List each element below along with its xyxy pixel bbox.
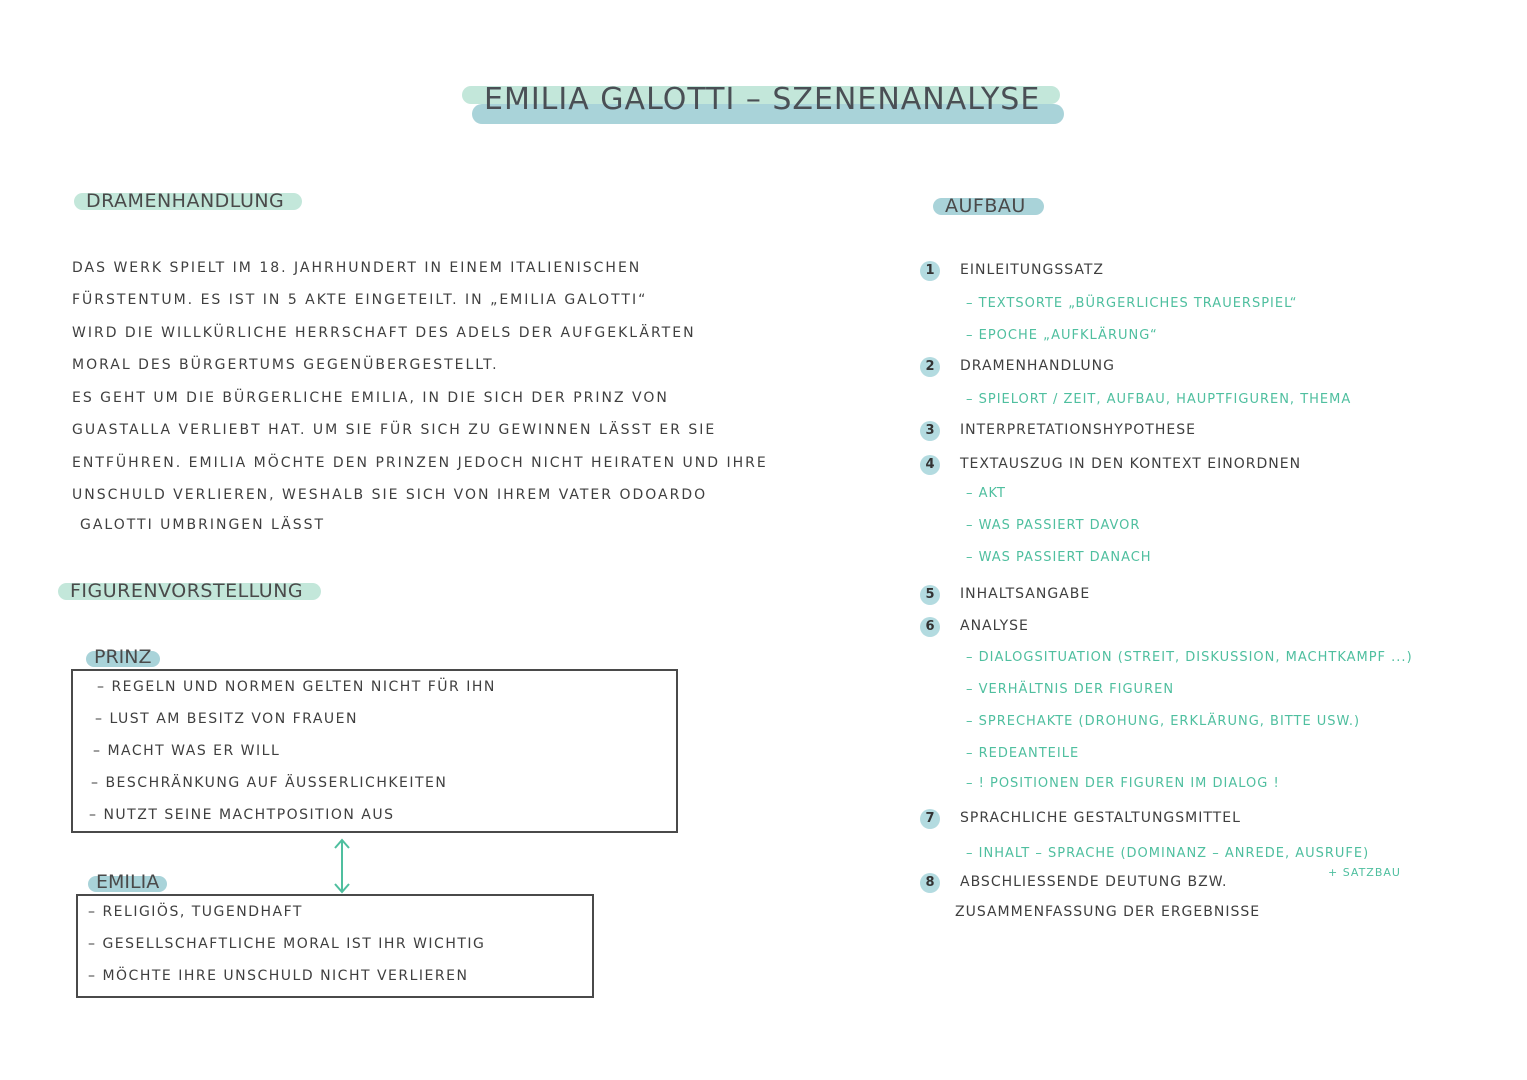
step-label: SPRACHLICHE GESTALTUNGSMITTEL	[960, 810, 1241, 826]
heading-aufbau	[945, 195, 1026, 217]
step-subitem: – SPIELORT / ZEIT, AUFBAU, HAUPTFIGUREN, THEMA	[966, 392, 1352, 407]
title-text: EMILIA GALOTTI – SZENENANALYSE	[484, 82, 1041, 117]
heading-text: AUFBAU	[945, 195, 1026, 217]
step-label: ANALYSE	[960, 618, 1029, 634]
paragraph-line: FÜRSTENTUM. ES IST IN 5 AKTE EINGETEILT. IN „EMILIA GALOTTI“	[72, 292, 648, 308]
step-label-continued: ZUSAMMENFASSUNG DER ERGEBNISSE	[955, 904, 1261, 920]
trait-item: – RELIGIÖS, TUGENDHAFT	[88, 904, 303, 920]
step-number-badge: 3	[920, 421, 940, 441]
paragraph-line: ES GEHT UM DIE BÜRGERLICHE EMILIA, IN DIE SICH DER PRINZ VON	[72, 390, 669, 406]
step-label: TEXTAUSZUG IN DEN KONTEXT EINORDNEN	[960, 456, 1302, 472]
step-subitem: – ! POSITIONEN DER FIGUREN IM DIALOG !	[966, 776, 1280, 791]
step-subitem: – SPRECHAKTE (DROHUNG, ERKLÄRUNG, BITTE USW.)	[966, 714, 1361, 729]
step-number-badge: 5	[920, 585, 940, 605]
page-title	[470, 82, 1054, 117]
trait-item: – MÖCHTE IHRE UNSCHULD NICHT VERLIEREN	[88, 968, 469, 984]
heading-dramenhandlung	[86, 190, 284, 212]
step-subitem: – WAS PASSIERT DAVOR	[966, 518, 1141, 533]
step-subitem: – INHALT – SPRACHE (DOMINANZ – ANREDE, AUSRUFE)	[966, 846, 1370, 861]
step-number-badge: 1	[920, 261, 940, 281]
name-text: EMILIA	[96, 871, 160, 893]
heading-text: DRAMENHANDLUNG	[86, 190, 285, 212]
step-label: EINLEITUNGSSATZ	[960, 262, 1105, 278]
heading-figurenvorstellung	[70, 580, 303, 602]
step-number-badge: 2	[920, 357, 940, 377]
trait-item: – LUST AM BESITZ VON FRAUEN	[95, 711, 358, 727]
step-subitem: – DIALOGSITUATION (STREIT, DISKUSSION, MACHTKAMPF ...)	[966, 650, 1413, 665]
step-note: + SATZBAU	[1328, 866, 1401, 879]
paragraph-line: UNSCHULD VERLIEREN, WESHALB SIE SICH VON IHREM VATER ODOARDO	[72, 487, 708, 503]
paragraph-line: WIRD DIE WILLKÜRLICHE HERRSCHAFT DES ADELS DER AUFGEKLÄRTEN	[72, 325, 696, 341]
step-subitem: – AKT	[966, 486, 1006, 501]
step-number-badge: 7	[920, 809, 940, 829]
step-subitem: – VERHÄLTNIS DER FIGUREN	[966, 682, 1175, 697]
step-label: INTERPRETATIONSHYPOTHESE	[960, 422, 1196, 438]
step-subitem: – WAS PASSIERT DANACH	[966, 550, 1152, 565]
double-arrow-icon	[332, 838, 352, 894]
character-name-prinz	[86, 646, 160, 668]
paragraph-line: GALOTTI UMBRINGEN LÄSST	[80, 517, 326, 533]
trait-item: – NUTZT SEINE MACHTPOSITION AUS	[89, 807, 395, 823]
step-subitem: – TEXTSORTE „BÜRGERLICHES TRAUERSPIEL“	[966, 296, 1298, 311]
character-name-emilia	[88, 871, 167, 893]
step-label: INHALTSANGABE	[960, 586, 1091, 602]
step-label: DRAMENHANDLUNG	[960, 358, 1115, 374]
step-number-badge: 6	[920, 617, 940, 637]
step-number-badge: 4	[920, 455, 940, 475]
trait-item: – REGELN UND NORMEN GELTEN NICHT FÜR IHN	[97, 679, 496, 695]
step-subitem: – REDEANTEILE	[966, 746, 1080, 761]
paragraph-line: DAS WERK SPIELT IM 18. JAHRHUNDERT IN EINEM ITALIENISCHEN	[72, 260, 642, 276]
step-number-badge: 8	[920, 873, 940, 893]
trait-item: – GESELLSCHAFTLICHE MORAL IST IHR WICHTIG	[88, 936, 486, 952]
heading-text: FIGURENVORSTELLUNG	[70, 580, 304, 602]
prinz-traits-box	[71, 669, 678, 833]
trait-item: – MACHT WAS ER WILL	[93, 743, 281, 759]
step-subitem: – EPOCHE „AUFKLÄRUNG“	[966, 328, 1158, 343]
paragraph-line: GUASTALLA VERLIEBT HAT. UM SIE FÜR SICH ZU GEWINNEN LÄSST ER SIE	[72, 422, 717, 438]
name-text: PRINZ	[94, 646, 152, 668]
trait-item: – BESCHRÄNKUNG AUF ÄUSSERLICHKEITEN	[91, 775, 448, 791]
emilia-traits-box	[76, 894, 594, 998]
paragraph-line: ENTFÜHREN. EMILIA MÖCHTE DEN PRINZEN JEDOCH NICHT HEIRATEN UND IHRE	[72, 455, 768, 471]
step-label: ABSCHLIESSENDE DEUTUNG BZW.	[960, 874, 1228, 890]
paragraph-line: MORAL DES BÜRGERTUMS GEGENÜBERGESTELLT.	[72, 357, 499, 373]
